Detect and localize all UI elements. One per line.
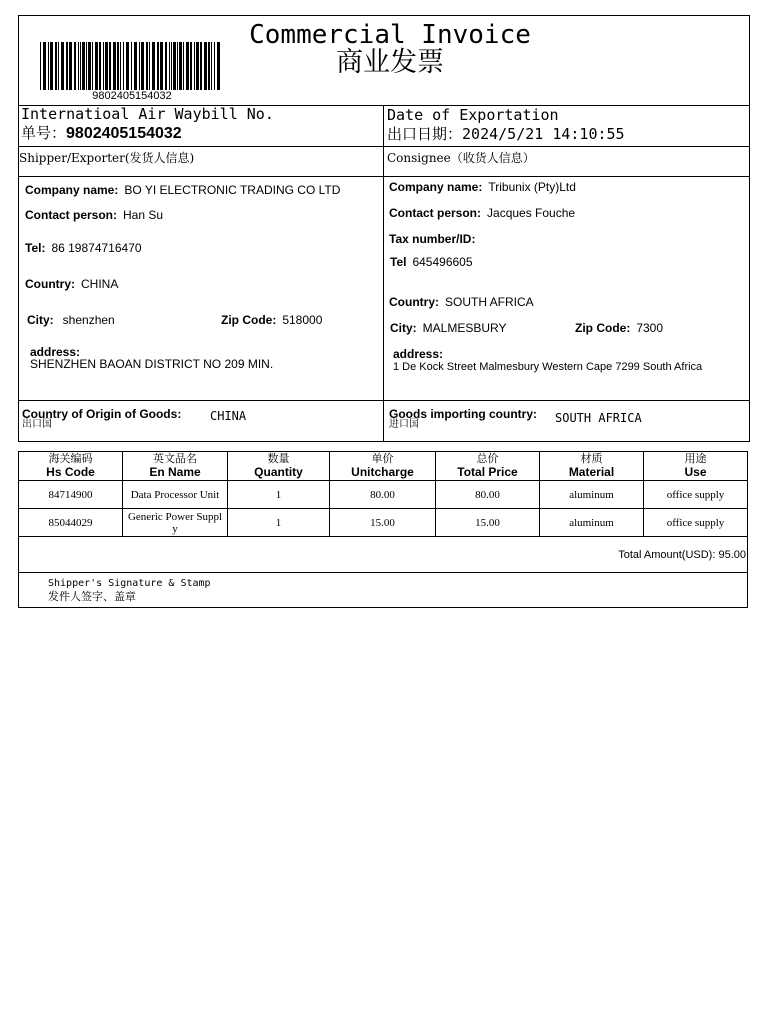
consignee-zip-label: Zip Code: [575, 321, 631, 335]
consignee-company-row [389, 179, 576, 195]
waybill-label-cn: 单号： [21, 124, 67, 142]
export-date-line [387, 124, 625, 145]
table-cell: aluminum [540, 509, 644, 537]
consignee-tax-label: Tax number/ID: [389, 232, 476, 246]
consignee-country-label: Country: [389, 295, 439, 309]
shipper-country-label: Country: [25, 277, 75, 291]
shipper-country-row [25, 276, 118, 292]
signature-row [19, 573, 748, 608]
table-cell: 80.00 [330, 481, 436, 509]
column-header: 数量 Quantity [228, 452, 330, 481]
signature-label-cn: 发件人签字、盖章 [48, 589, 136, 603]
shipper-company: BO YI ELECTRONIC TRADING CO LTD [124, 183, 341, 197]
divider [383, 105, 384, 442]
origin-value: CHINA [210, 409, 247, 423]
barcode-number: 9802405154032 [92, 90, 172, 102]
shipper-tel-label: Tel: [25, 241, 46, 255]
shipper-city-label: City: [27, 313, 54, 327]
barcode [40, 42, 224, 90]
shipper-country: CHINA [81, 277, 119, 291]
consignee-zip-row [575, 320, 663, 336]
consignee-zip: 7300 [636, 321, 664, 335]
consignee-city: MALMESBURY [422, 321, 507, 335]
shipper-contact: Han Su [123, 208, 164, 222]
consignee-tel-row [390, 254, 473, 270]
consignee-company-label: Company name: [389, 180, 483, 194]
table-header-row [19, 452, 748, 481]
consignee-tax-row [389, 231, 481, 247]
waybill-line [21, 123, 182, 144]
signature-label-en: Shipper's Signature & Stamp [48, 577, 211, 589]
shipper-company-row [25, 182, 340, 198]
table-cell: Generic Power Suppl y [123, 509, 228, 537]
table-cell: Data Processor Unit [123, 481, 228, 509]
table-cell: aluminum [540, 481, 644, 509]
title-en: Commercial Invoice [249, 20, 531, 50]
table-cell: office supply [644, 481, 748, 509]
consignee-country: SOUTH AFRICA [445, 295, 534, 309]
table-cell: office supply [644, 509, 748, 537]
consignee-address-label: address: [393, 347, 444, 361]
table-cell: 1 [228, 509, 330, 537]
consignee-tel: 645496605 [412, 255, 473, 269]
divider [18, 176, 750, 177]
shipper-address-label: address: [30, 345, 81, 359]
consignee-city-row [390, 320, 506, 336]
divider [18, 146, 750, 147]
column-header: 英文品名 En Name [123, 452, 228, 481]
table-cell: 15.00 [436, 509, 540, 537]
waybill-number: 9802405154032 [66, 125, 182, 142]
table-row [19, 509, 748, 537]
export-date-value: 2024/5/21 14:10:55 [462, 125, 625, 143]
export-date-label-cn: 出口日期： [387, 125, 463, 143]
shipper-zip-label: Zip Code: [221, 313, 277, 327]
goods-table [18, 451, 748, 608]
total-amount: Total Amount(USD): 95.00 [19, 537, 748, 573]
consignee-contact-label: Contact person: [389, 206, 482, 220]
shipper-zip-row [221, 312, 322, 328]
waybill-label-en: Internatioal Air Waybill No. [21, 105, 274, 123]
consignee-country-row [389, 294, 534, 310]
table-cell: 15.00 [330, 509, 436, 537]
column-header: 用途 Use [644, 452, 748, 481]
total-row [19, 537, 748, 573]
importing-label-cn: 进口国 [389, 419, 419, 430]
shipper-zip: 518000 [282, 313, 323, 327]
table-cell: 85044029 [19, 509, 123, 537]
origin-label-en: Country of Origin of Goods: [22, 407, 182, 421]
shipper-tel: 86 19874716470 [51, 241, 142, 255]
shipper-city-row [27, 312, 115, 328]
importing-label-en: Goods importing country: [389, 407, 537, 421]
consignee-city-label: City: [390, 321, 417, 335]
consignee-address: 1 De Kock Street Malmesbury Western Cape 7299 South Africa [393, 361, 703, 373]
signature-cell [19, 573, 748, 608]
shipper-tel-row [25, 240, 142, 256]
shipper-company-label: Company name: [25, 183, 119, 197]
importing-value: SOUTH AFRICA [555, 411, 642, 425]
table-row [19, 481, 748, 509]
column-header: 材质 Material [540, 452, 644, 481]
shipper-city: shenzhen [62, 313, 115, 327]
column-header: 海关编码 Hs Code [19, 452, 123, 481]
consignee-tel-label: Tel [390, 255, 407, 269]
table-cell: 80.00 [436, 481, 540, 509]
shipper-contact-row [25, 207, 163, 223]
shipper-contact-label: Contact person: [25, 208, 118, 222]
consignee-contact-row [389, 205, 575, 221]
export-date-label-en: Date of Exportation [387, 106, 559, 124]
shipper-section-header: Shipper/Exporter(发货人信息) [19, 151, 195, 165]
table-cell: 84714900 [19, 481, 123, 509]
column-header: 总价 Total Price [436, 452, 540, 481]
consignee-section-header: Consignee（收货人信息） [387, 151, 535, 165]
title-cn: 商业发票 [336, 47, 444, 78]
column-header: 单价 Unitcharge [330, 452, 436, 481]
origin-label-cn: 出口国 [22, 419, 52, 430]
consignee-contact: Jacques Fouche [487, 206, 576, 220]
table-cell: 1 [228, 481, 330, 509]
shipper-address: SHENZHEN BAOAN DISTRICT NO 209 MIN. [30, 357, 274, 371]
divider [18, 400, 750, 401]
consignee-company: Tribunix (Pty)Ltd [488, 180, 576, 194]
